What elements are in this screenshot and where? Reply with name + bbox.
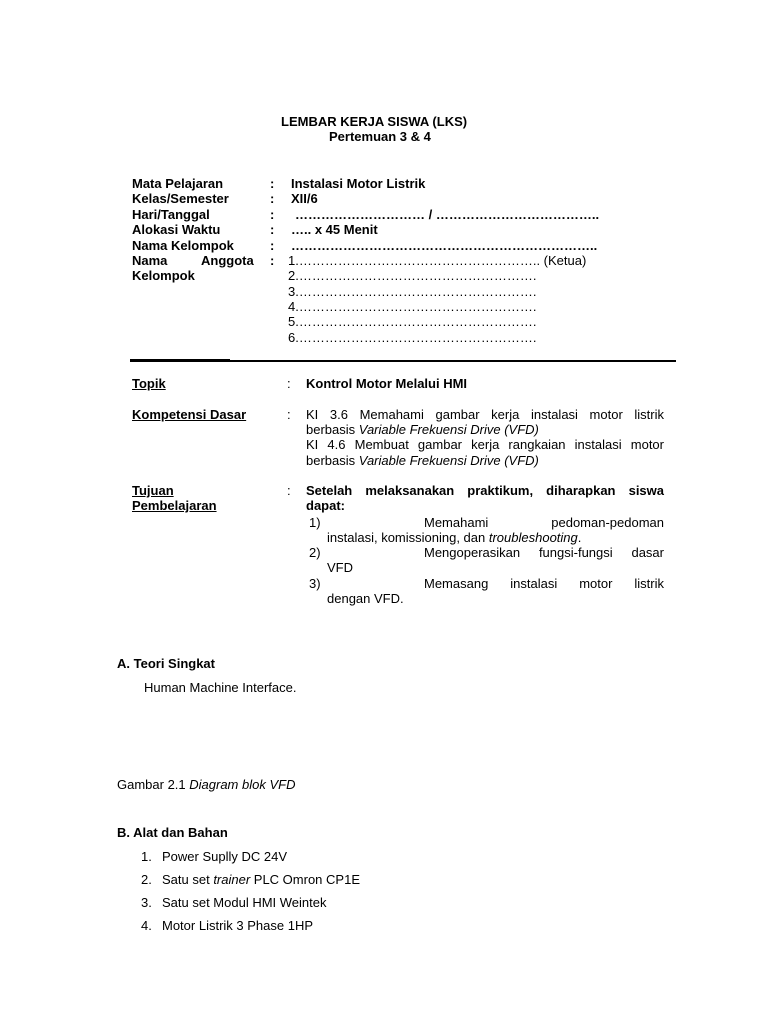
list-item-text: Power Suplly DC 24V	[162, 849, 287, 864]
kompetensi-label: Kompetensi Dasar	[132, 407, 247, 422]
anggota-label-1: Nama	[132, 253, 168, 268]
document-title: LEMBAR KERJA SISWA (LKS)	[281, 114, 468, 129]
list-item	[162, 918, 313, 933]
colon: :	[287, 483, 291, 498]
hari-value: ………………………… / ………………………………..	[295, 207, 600, 222]
section-a-body: Human Machine Interface.	[144, 680, 297, 695]
anggota-line: 6.……………………………………………….	[288, 330, 537, 345]
colon: :	[270, 207, 275, 222]
figure-caption	[117, 777, 295, 792]
divider-line	[130, 360, 676, 362]
list-item	[162, 895, 327, 910]
topik-value: Kontrol Motor Melalui HMI	[306, 376, 468, 391]
kelompok-value: ……………………………………………………………..	[291, 238, 598, 253]
section-a-heading: A. Teori Singkat	[117, 656, 215, 671]
kompetensi-line-4	[306, 453, 539, 468]
tujuan-label-1: Tujuan	[132, 483, 174, 498]
tujuan-item-1-text: instalasi, komissioning, dan	[327, 530, 489, 545]
anggota-line: 1.……………………………………………….. (Ketua)	[288, 253, 587, 268]
tujuan-item-1-period: .	[577, 530, 582, 545]
anggota-label-3: Kelompok	[132, 268, 195, 283]
anggota-line: 4.……………………………………………….	[288, 299, 537, 314]
tujuan-item-3-rest: dengan VFD.	[327, 591, 404, 606]
list-item	[162, 849, 287, 864]
tujuan-item-3-first: Memasang instalasi motor listrik	[424, 576, 664, 591]
tujuan-intro-2: dapat:	[306, 498, 345, 513]
colon: :	[270, 191, 275, 206]
colon: :	[287, 407, 291, 422]
colon: :	[287, 376, 291, 391]
kompetensi-line-2-italic: Variable Frekuensi Drive (VFD)	[358, 422, 539, 437]
kelas-label: Kelas/Semester	[132, 191, 229, 206]
anggota-line: 2.……………………………………………….	[288, 268, 537, 283]
list-item-italic: trainer	[213, 872, 251, 887]
figure-caption-italic: Diagram blok VFD	[189, 777, 296, 792]
kompetensi-line-3: KI 4.6 Membuat gambar kerja rangkaian instalasi motor	[306, 437, 664, 452]
tujuan-item-1-rest	[327, 530, 581, 545]
divider-line-top	[130, 359, 230, 360]
waktu-label: Alokasi Waktu	[132, 222, 221, 237]
tujuan-item-2-rest: VFD	[327, 560, 353, 575]
kompetensi-line-4-italic: Variable Frekuensi Drive (VFD)	[358, 453, 539, 468]
list-item-text: Motor Listrik 3 Phase 1HP	[162, 918, 314, 933]
tujuan-intro-1: Setelah melaksanakan praktikum, diharapkan siswa	[306, 483, 664, 498]
kelas-value: XII/6	[291, 191, 318, 206]
list-item	[162, 872, 360, 887]
anggota-line: 5.……………………………………………….	[288, 314, 537, 329]
kelompok-label: Nama Kelompok	[132, 238, 234, 253]
list-item-number: 2.	[141, 872, 152, 887]
tujuan-item-1-first: Memahami pedoman-pedoman	[424, 515, 664, 530]
topik-label: Topik	[132, 376, 166, 391]
kompetensi-line-4-text: berbasis	[306, 453, 359, 468]
colon: :	[270, 222, 275, 237]
list-item-number: 1.	[141, 849, 152, 864]
document-subtitle: Pertemuan 3 & 4	[329, 129, 431, 144]
list-item-number: 4.	[141, 918, 152, 933]
kompetensi-line-2-text: berbasis	[306, 422, 359, 437]
mapel-value: Instalasi Motor Listrik	[291, 176, 426, 191]
colon: :	[270, 238, 275, 253]
figure-caption-text: Gambar 2.1	[117, 777, 190, 792]
tujuan-item-number: 1)	[309, 515, 321, 530]
hari-label: Hari/Tanggal	[132, 207, 210, 222]
anggota-label-2: Anggota	[201, 253, 254, 268]
kompetensi-line-1: KI 3.6 Memahami gambar kerja instalasi motor listrik	[306, 407, 664, 422]
list-item-text: Satu set Modul HMI Weintek	[162, 895, 327, 910]
tujuan-item-number: 2)	[309, 545, 321, 560]
anggota-line: 3.……………………………………………….	[288, 284, 537, 299]
tujuan-item-number: 3)	[309, 576, 321, 591]
tujuan-item-2-first: Mengoperasikan fungsi-fungsi dasar	[424, 545, 664, 560]
kompetensi-line-2	[306, 422, 539, 437]
colon: :	[270, 253, 275, 268]
list-item-text: Satu set	[162, 872, 214, 887]
mapel-label: Mata Pelajaran	[132, 176, 224, 191]
tujuan-label-2: Pembelajaran	[132, 498, 217, 513]
list-item-number: 3.	[141, 895, 152, 910]
waktu-value: ….. x 45 Menit	[291, 222, 378, 237]
list-item-text-post: PLC Omron CP1E	[250, 872, 360, 887]
colon: :	[270, 176, 275, 191]
section-b-heading: B. Alat dan Bahan	[117, 825, 228, 840]
tujuan-item-1-italic: troubleshooting	[488, 530, 578, 545]
